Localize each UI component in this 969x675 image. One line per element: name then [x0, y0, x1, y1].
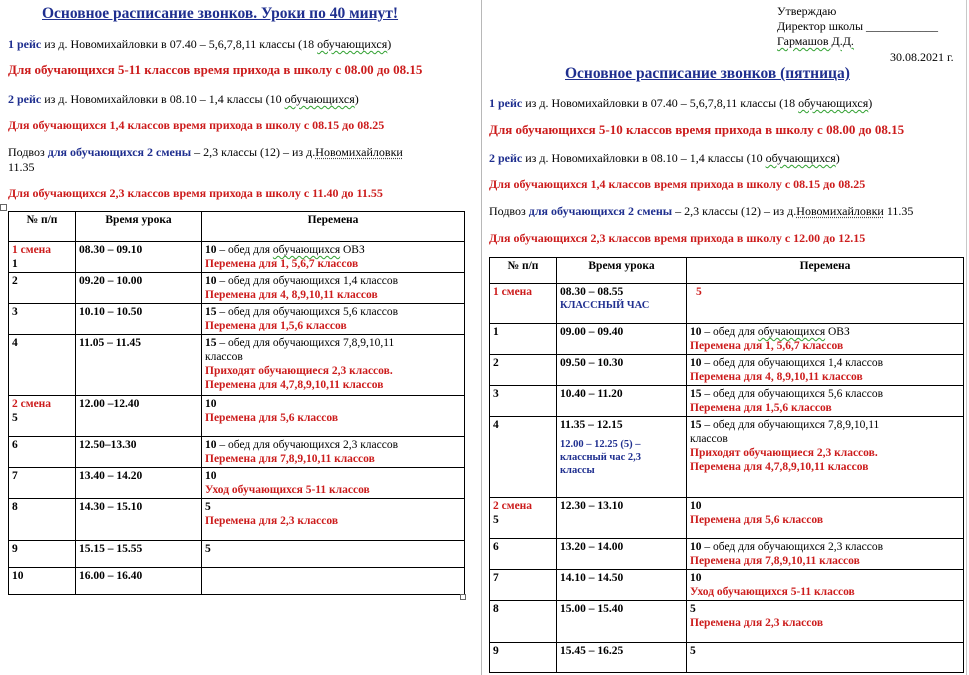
- lesson-time: 12.30 – 13.10: [557, 498, 687, 539]
- left-arrival3: Для обучающихся 2,3 классов время прихода в школу с 11.40 до 11.55: [8, 186, 383, 200]
- left-schedule-table: [8, 211, 465, 595]
- right-title: Основное расписание звонков (пятница): [565, 65, 850, 82]
- left-bus2-label: 2 рейс: [8, 92, 42, 106]
- right-arrival3: Для обучающихся 2,3 классов время прихода в школу с 12.00 до 12.15: [489, 231, 866, 245]
- break-note: Перемена для 4, 8,9,10,11 классов: [690, 371, 863, 383]
- break-note: Перемена для 7,8,9,10,11 классов: [690, 555, 860, 567]
- lesson-time: 13.40 – 14.20: [76, 468, 202, 499]
- break-minutes: 10: [690, 357, 702, 369]
- class-hour-label: классный час 2,3: [560, 452, 642, 463]
- row-number: 5: [493, 514, 499, 526]
- lesson-time: 10.10 – 10.50: [76, 304, 202, 335]
- row-number: 7: [493, 572, 499, 584]
- break-minutes: 5: [690, 645, 696, 657]
- table-row: [9, 541, 465, 568]
- approval-line2: Директор школы ____________: [777, 19, 939, 33]
- break-minutes: 5: [696, 286, 702, 298]
- break-note: Уход обучающихся 5-11 классов: [205, 484, 370, 496]
- approval-line3: Гармашов Д.Д.: [777, 34, 854, 48]
- lesson-time: 14.30 – 15.10: [76, 499, 202, 541]
- table-row: [9, 499, 465, 541]
- right-bus2-count: обучающихся: [765, 151, 836, 165]
- table-row: [490, 355, 964, 386]
- table-row: [9, 437, 465, 468]
- lesson-time: 11.05 – 11.45: [76, 335, 202, 396]
- right-bus2-line: [489, 151, 840, 165]
- table-row: [9, 242, 465, 273]
- row-number: 8: [493, 603, 499, 615]
- left-shuttle-line: [8, 145, 403, 159]
- break-minutes: 10: [205, 275, 217, 287]
- lesson-time: 15.15 – 15.55: [76, 541, 202, 568]
- shift-label: 2 смена: [12, 398, 52, 410]
- table-row: [9, 335, 465, 396]
- break-note: Перемена для 2,3 классов: [205, 515, 339, 527]
- lesson-time: 09.20 – 10.00: [76, 273, 202, 304]
- row-number: 8: [12, 501, 18, 513]
- shift-label: 1 смена: [12, 244, 52, 256]
- row-number: 4: [493, 419, 499, 431]
- break-text: – обед для обучающихся 2,3 классов: [216, 439, 399, 451]
- right-bus2-end: ): [835, 151, 840, 165]
- row-number: 9: [12, 543, 18, 555]
- right-shuttle-village: Новомихайловки: [796, 204, 884, 218]
- row-number: 2: [493, 357, 499, 369]
- lesson-time: 12.00 –12.40: [76, 396, 202, 437]
- break-minutes: 10: [205, 439, 217, 451]
- break-text: – обед для обучающихся 5,6 классов: [216, 306, 399, 318]
- break-minutes: 10: [205, 244, 217, 256]
- break-minutes: 15: [690, 388, 702, 400]
- break-minutes: 10: [690, 572, 702, 584]
- lesson-time: 15.45 – 16.25: [557, 643, 687, 673]
- break-text-line2: классов: [690, 433, 728, 445]
- left-bus1-end: ): [387, 37, 392, 51]
- lesson-time: 13.20 – 14.00: [557, 539, 687, 570]
- break-text: – обед для обучающихся 2,3 классов: [701, 541, 884, 553]
- row-number: 10: [12, 570, 24, 582]
- break-note: Перемена для 5,6 классов: [205, 412, 339, 424]
- break-note: Перемена для 5,6 классов: [690, 514, 824, 526]
- lesson-time: 12.50–13.30: [76, 437, 202, 468]
- table-resize-handle[interactable]: [460, 594, 466, 600]
- break-note: Перемена для 4,7,8,9,10,11 классов: [205, 379, 384, 391]
- break-minutes: 5: [690, 603, 696, 615]
- left-arrival2: Для обучающихся 1,4 классов время прихода в школу с 08.15 до 08.25: [8, 118, 385, 132]
- left-bus2-line: [8, 92, 359, 106]
- row-number: 2: [12, 275, 18, 287]
- left-bus2-text: из д. Новомихайловки в 08.10 – 1,4 классы (10: [44, 92, 285, 106]
- left-shuttle-text: – 2,3 классы (12) – из д.: [191, 145, 316, 159]
- break-note: Перемена для 1, 5,6,7 классов: [690, 340, 844, 352]
- lesson-time: 16.00 – 16.40: [76, 568, 202, 595]
- right-bus2-text: из д. Новомихайловки в 08.10 – 1,4 классы (10: [525, 151, 766, 165]
- left-bus1-line: [8, 37, 391, 51]
- row-number: 6: [12, 439, 18, 451]
- break-text: – обед для обучающихся 1,4 классов: [216, 275, 399, 287]
- right-shuttle-line: [489, 204, 913, 218]
- break-note: Уход обучающихся 5-11 классов: [690, 586, 855, 598]
- break-text: – обед для обучающихся 1,4 классов: [701, 357, 884, 369]
- class-hour-label: КЛАССНЫЙ ЧАС: [560, 300, 650, 311]
- table-row: [490, 539, 964, 570]
- table-anchor-handle[interactable]: [0, 204, 7, 211]
- break-note-arrival: Приходят обучающиеся 2,3 классов.: [205, 365, 393, 377]
- left-arrival1: Для обучающихся 5-11 классов время прихода в школу с 08.00 до 08.15: [8, 62, 423, 77]
- right-bus1-end: ): [868, 96, 873, 110]
- break-text: – обед для обучающихся 7,8,9,10,11: [216, 337, 395, 349]
- table-row: [490, 498, 964, 539]
- left-header-time: Время урока: [76, 212, 202, 242]
- break-minutes: 5: [205, 543, 211, 555]
- lesson-time: 08.30 – 08.55: [560, 286, 624, 298]
- right-header-time: Время урока: [557, 258, 687, 284]
- break-note: Перемена для 1,5,6 классов: [690, 402, 832, 414]
- table-row: [490, 570, 964, 601]
- right-shuttle-bold: для обучающихся 2 смены: [528, 204, 673, 218]
- table-row: [490, 284, 964, 324]
- right-arrival1: Для обучающихся 5-10 классов время прихода в школу с 08.00 до 08.15: [489, 122, 905, 137]
- break-text: – обед для обучающихся 5,6 классов: [701, 388, 884, 400]
- left-shuttle-bold: для обучающихся 2 смены: [47, 145, 192, 159]
- right-schedule-table: [489, 257, 964, 673]
- left-header-break: Перемена: [202, 212, 465, 242]
- approval-line1: Утверждаю: [777, 4, 837, 18]
- right-bus1-line: [489, 96, 872, 110]
- break-minutes: 10: [690, 541, 702, 553]
- lesson-time: 08.30 – 09.10: [76, 242, 202, 273]
- left-shuttle-village: Новомихайловки: [315, 145, 403, 159]
- break-text: – обед для: [216, 244, 273, 256]
- lesson-time: 09.00 – 09.40: [557, 324, 687, 355]
- table-row: [9, 468, 465, 499]
- break-text-tail: ОВЗ: [825, 326, 850, 338]
- row-number: 3: [12, 306, 18, 318]
- row-number: 5: [12, 412, 18, 424]
- page-edge: [966, 0, 967, 675]
- row-number: 9: [493, 645, 499, 657]
- table-row: [490, 324, 964, 355]
- left-bus1-count: обучающихся: [317, 37, 388, 51]
- break-minutes: 10: [205, 470, 217, 482]
- left-bus2-count: обучающихся: [284, 92, 355, 106]
- lesson-time: 10.40 – 11.20: [557, 386, 687, 417]
- right-header-num: № п/п: [490, 258, 557, 284]
- break-note: Перемена для 4,7,8,9,10,11 классов: [690, 461, 869, 473]
- table-row: [9, 396, 465, 437]
- right-header-break: Перемена: [687, 258, 964, 284]
- class-hour-label-2: классы: [560, 465, 595, 476]
- row-number: 4: [12, 337, 18, 349]
- break-minutes: 15: [205, 337, 217, 349]
- left-title: Основное расписание звонков. Уроки по 40 минут!: [42, 5, 399, 22]
- break-note: Перемена для 4, 8,9,10,11 классов: [205, 289, 378, 301]
- shift-label: 2 смена: [493, 500, 533, 512]
- lesson-time: 11.35 – 12.15: [560, 419, 623, 431]
- break-text-underlined: обучающихся: [272, 244, 341, 256]
- table-row: [490, 386, 964, 417]
- left-shuttle-time: 11.35: [8, 160, 35, 174]
- left-bus1-text: из д. Новомихайловки в 07.40 – 5,6,7,8,11 классы (18: [44, 37, 318, 51]
- table-row: [9, 304, 465, 335]
- table-row: [9, 568, 465, 595]
- shift-label: 1 смена: [493, 286, 533, 298]
- left-schedule-page: [0, 0, 481, 675]
- row-number: 1: [493, 326, 499, 338]
- break-note-arrival: Приходят обучающиеся 2,3 классов.: [690, 447, 878, 459]
- break-minutes: 10: [690, 326, 702, 338]
- lesson-time: 09.50 – 10.30: [557, 355, 687, 386]
- lesson-time: 14.10 – 14.50: [557, 570, 687, 601]
- row-number: 7: [12, 470, 18, 482]
- break-text-underlined: обучающихся: [757, 326, 826, 338]
- class-hour-time: 12.00 – 12.25 (5) –: [560, 439, 641, 450]
- left-header-num: № п/п: [9, 212, 76, 242]
- lesson-time: 15.00 – 15.40: [557, 601, 687, 643]
- right-bus1-text: из д. Новомихайловки в 07.40 – 5,6,7,8,11 классы (18: [525, 96, 799, 110]
- right-bus1-count: обучающихся: [798, 96, 869, 110]
- right-bus2-label: 2 рейс: [489, 151, 523, 165]
- break-note: Перемена для 1, 5,6,7 классов: [205, 258, 359, 270]
- approval-date: 30.08.2021 г.: [890, 50, 954, 64]
- table-row: [9, 273, 465, 304]
- break-minutes: 15: [205, 306, 217, 318]
- row-number: 1: [12, 258, 18, 270]
- right-shuttle-time: 11.35: [883, 204, 914, 218]
- left-shuttle-prefix: Подвоз: [8, 145, 48, 159]
- right-bus1-label: 1 рейс: [489, 96, 523, 110]
- break-minutes: 10: [690, 500, 702, 512]
- row-number: 6: [493, 541, 499, 553]
- right-shuttle-text: – 2,3 классы (12) – из д.: [672, 204, 797, 218]
- break-minutes: 15: [690, 419, 702, 431]
- break-text-tail: ОВЗ: [340, 244, 365, 256]
- row-number: 3: [493, 388, 499, 400]
- break-note: Перемена для 2,3 классов: [690, 617, 824, 629]
- break-minutes: 5: [205, 501, 211, 513]
- table-row: [490, 417, 964, 498]
- break-note: Перемена для 1,5,6 классов: [205, 320, 347, 332]
- table-row: [490, 643, 964, 673]
- right-arrival2: Для обучающихся 1,4 классов время прихода в школу с 08.15 до 08.25: [489, 177, 866, 191]
- left-bus2-end: ): [354, 92, 359, 106]
- right-schedule-page: [481, 0, 969, 675]
- break-text-line2: классов: [205, 351, 243, 363]
- table-row: [490, 601, 964, 643]
- break-text: – обед для: [701, 326, 758, 338]
- break-note: Перемена для 7,8,9,10,11 классов: [205, 453, 375, 465]
- break-text: – обед для обучающихся 7,8,9,10,11: [701, 419, 880, 431]
- break-minutes: 10: [205, 398, 217, 410]
- right-shuttle-prefix: Подвоз: [489, 204, 529, 218]
- left-bus1-label: 1 рейс: [8, 37, 42, 51]
